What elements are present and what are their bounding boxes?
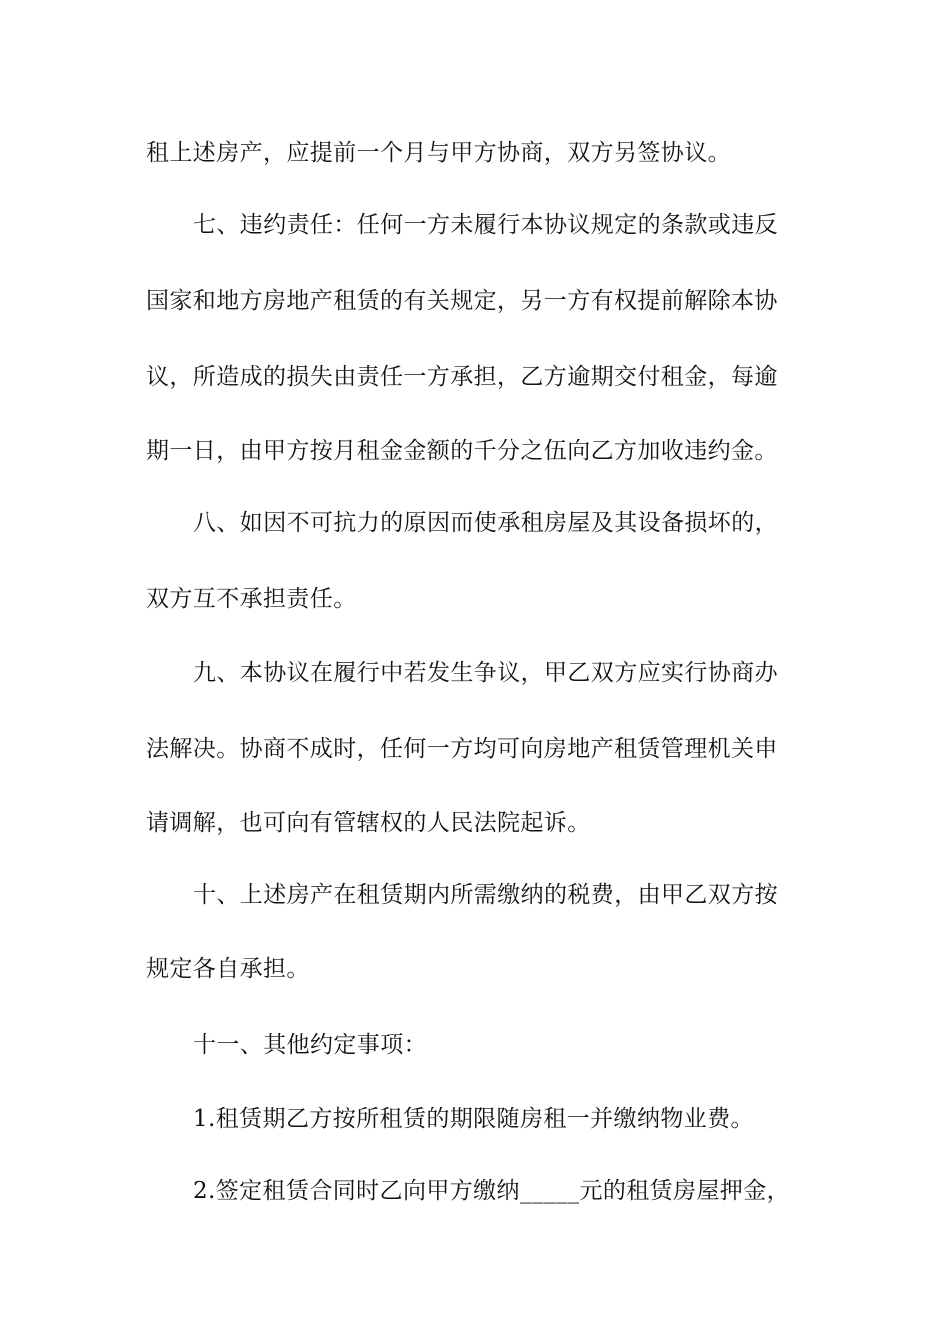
text-line: 2.签定租赁合同时乙向甲方缴纳_____元的租赁房屋押金，: [193, 1178, 791, 1204]
text-line: 期一日，由甲方按月租金金额的千分之伍向乙方加收违约金。: [146, 438, 778, 464]
text-line: 议，所造成的损失由责任一方承担，乙方逾期交付租金，每逾: [146, 364, 778, 390]
text-line: 规定各自承担。: [146, 956, 310, 982]
text-line: 八、如因不可抗力的原因而使承租房屋及其设备损坏的，: [193, 510, 778, 536]
text-line: 十、上述房产在租赁期内所需缴纳的税费，由甲乙双方按: [193, 882, 778, 908]
text-line: 1.租赁期乙方按所租赁的期限随房租一并缴纳物业费。: [193, 1106, 754, 1132]
text-line: 法解决。协商不成时，任何一方均可向房地产租赁管理机关申: [146, 736, 778, 762]
text-line: 十一、其他约定事项：: [193, 1032, 427, 1058]
text-line: 九、本协议在履行中若发生争议，甲乙双方应实行协商办: [193, 660, 778, 686]
text-line: 七、违约责任：任何一方未履行本协议规定的条款或违反: [193, 212, 778, 238]
text-line: 国家和地方房地产租赁的有关规定，另一方有权提前解除本协: [146, 288, 778, 314]
text-line: 请调解，也可向有管辖权的人民法院起诉。: [146, 810, 591, 836]
text-line: 双方互不承担责任。: [146, 586, 357, 612]
text-line: 租上述房产，应提前一个月与甲方协商，双方另签协议。: [146, 140, 731, 166]
